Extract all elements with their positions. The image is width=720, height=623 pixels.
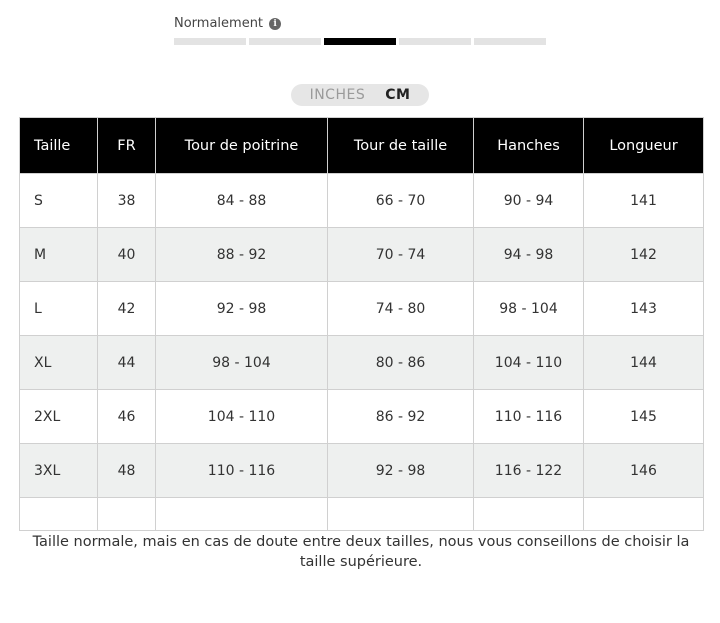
cell-poitrine: 88 - 92 — [156, 228, 328, 282]
cell-longueur: 142 — [584, 228, 704, 282]
fit-segment-3 — [324, 38, 396, 45]
info-icon[interactable]: i — [269, 18, 281, 30]
header-taille: Taille — [20, 118, 98, 174]
header-tour-de-poitrine: Tour de poitrine — [156, 118, 328, 174]
header-fr: FR — [98, 118, 156, 174]
table-row — [20, 390, 704, 444]
cell-poitrine: 98 - 104 — [156, 336, 328, 390]
cell-longueur: 145 — [584, 390, 704, 444]
fit-indicator — [174, 16, 546, 45]
empty-cell — [156, 498, 328, 531]
cell-size: M — [20, 228, 98, 282]
cell-taille: 74 - 80 — [328, 282, 474, 336]
size-table — [19, 117, 704, 531]
empty-cell — [20, 498, 98, 531]
cell-hanches: 98 - 104 — [474, 282, 584, 336]
empty-cell — [584, 498, 704, 531]
unit-cm-option[interactable]: CM — [385, 87, 411, 103]
cell-size: 3XL — [20, 444, 98, 498]
cell-poitrine: 84 - 88 — [156, 174, 328, 228]
fit-label: Normalement — [174, 16, 264, 31]
cell-taille: 92 - 98 — [328, 444, 474, 498]
cell-size: L — [20, 282, 98, 336]
fit-scale — [174, 38, 546, 45]
empty-cell — [474, 498, 584, 531]
cell-fr: 40 — [98, 228, 156, 282]
cell-poitrine: 104 - 110 — [156, 390, 328, 444]
unit-inches-option[interactable]: INCHES — [309, 87, 366, 103]
header-longueur: Longueur — [584, 118, 704, 174]
fit-segment-1 — [174, 38, 246, 45]
table-row — [20, 336, 704, 390]
fit-label-row — [174, 16, 546, 31]
cell-size: XL — [20, 336, 98, 390]
cell-taille: 70 - 74 — [328, 228, 474, 282]
cell-size: 2XL — [20, 390, 98, 444]
empty-cell — [328, 498, 474, 531]
cell-longueur: 141 — [584, 174, 704, 228]
cell-taille: 66 - 70 — [328, 174, 474, 228]
cell-poitrine: 92 - 98 — [156, 282, 328, 336]
unit-toggle[interactable] — [291, 84, 429, 106]
cell-fr: 44 — [98, 336, 156, 390]
fit-segment-4 — [399, 38, 471, 45]
fit-segment-2 — [249, 38, 321, 45]
cell-size: S — [20, 174, 98, 228]
cell-hanches: 104 - 110 — [474, 336, 584, 390]
table-row — [20, 444, 704, 498]
cell-hanches: 94 - 98 — [474, 228, 584, 282]
table-row — [20, 282, 704, 336]
cell-fr: 46 — [98, 390, 156, 444]
cell-longueur: 144 — [584, 336, 704, 390]
header-hanches: Hanches — [474, 118, 584, 174]
cell-hanches: 116 - 122 — [474, 444, 584, 498]
table-row-empty — [20, 498, 704, 531]
cell-taille: 86 - 92 — [328, 390, 474, 444]
table-row — [20, 174, 704, 228]
table-row — [20, 228, 704, 282]
empty-cell — [98, 498, 156, 531]
cell-poitrine: 110 - 116 — [156, 444, 328, 498]
cell-taille: 80 - 86 — [328, 336, 474, 390]
fit-segment-5 — [474, 38, 546, 45]
cell-fr: 38 — [98, 174, 156, 228]
cell-hanches: 110 - 116 — [474, 390, 584, 444]
header-tour-de-taille: Tour de taille — [328, 118, 474, 174]
cell-fr: 42 — [98, 282, 156, 336]
cell-longueur: 143 — [584, 282, 704, 336]
cell-longueur: 146 — [584, 444, 704, 498]
cell-fr: 48 — [98, 444, 156, 498]
table-header-row — [20, 118, 704, 174]
size-advice-note: Taille normale, mais en cas de doute entre deux tailles, nous vous conseillons de choisir la taille supérieure. — [32, 534, 690, 570]
cell-hanches: 90 - 94 — [474, 174, 584, 228]
